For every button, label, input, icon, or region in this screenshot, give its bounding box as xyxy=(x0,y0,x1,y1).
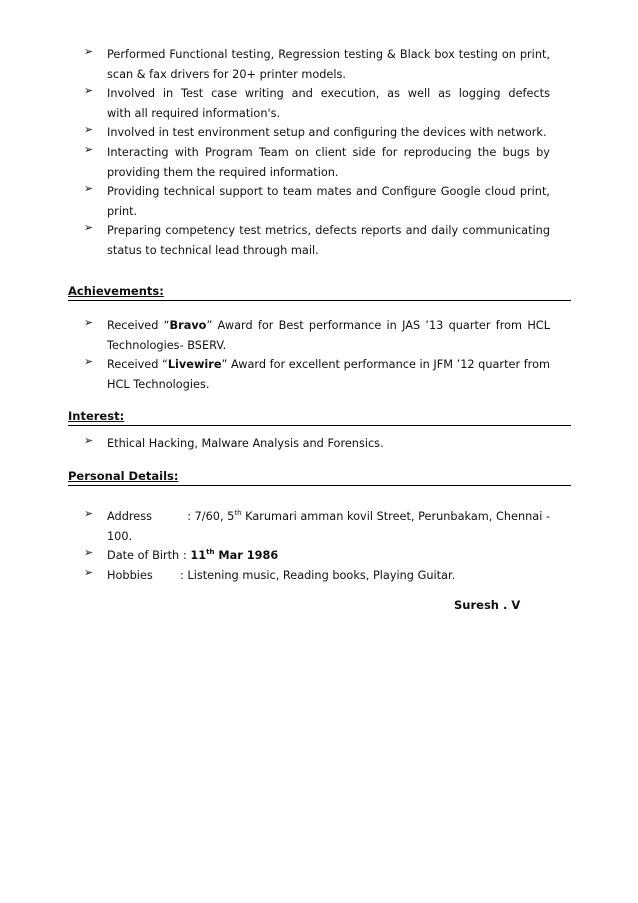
experience-item xyxy=(0,123,550,143)
personal-details-heading-text: Personal Details: xyxy=(68,469,179,483)
experience-line: Involved in test environment setup and configuring the devices with network. xyxy=(107,126,547,140)
bullet-arrow-icon: ➢ xyxy=(84,546,94,560)
achievement-item-livewire xyxy=(0,355,550,394)
bullet-arrow-icon: ➢ xyxy=(84,565,94,579)
dob-item xyxy=(0,546,550,566)
address-line-2: 100. xyxy=(107,529,133,543)
bullet-arrow-icon: ➢ xyxy=(84,221,94,235)
experience-item xyxy=(0,45,550,84)
achievement-line: HCL Technologies. xyxy=(107,377,210,391)
bullet-arrow-icon: ➢ xyxy=(84,434,94,447)
achievement-line: Technologies- BSERV. xyxy=(107,338,227,352)
personal-details-heading xyxy=(68,469,571,486)
interest-list xyxy=(0,434,638,454)
address-label: Address xyxy=(107,510,152,523)
experience-bullet-list xyxy=(0,45,638,261)
achievements-heading-text: Achievements: xyxy=(68,284,164,298)
bullet-arrow-icon: ➢ xyxy=(84,123,94,137)
achievement-line: Received “Bravo” Award for Best performance in JAS ’13 quarter from HCL xyxy=(107,319,550,332)
achievement-item-bravo xyxy=(0,316,550,355)
achievements-list xyxy=(0,316,638,394)
dob-label: Date of Birth xyxy=(107,549,180,563)
experience-line: print. xyxy=(107,204,138,218)
experience-item xyxy=(0,84,550,123)
bullet-arrow-icon: ➢ xyxy=(84,507,94,520)
experience-line: Performed Functional testing, Regression testing & Black box testing on print, xyxy=(107,48,550,61)
experience-item xyxy=(0,182,550,221)
experience-line: status to technical lead through mail. xyxy=(107,243,319,257)
experience-line: Preparing competency test metrics, defects reports and daily communicating xyxy=(107,224,550,238)
bullet-arrow-icon: ➢ xyxy=(84,355,94,369)
experience-line: Providing technical support to team mates and Configure Google cloud print, xyxy=(107,185,550,199)
bullet-arrow-icon: ➢ xyxy=(84,142,94,156)
dob-line: Date of Birth : 11th Mar 1986 xyxy=(107,546,550,566)
bullet-arrow-icon: ➢ xyxy=(84,316,94,329)
experience-line: Interacting with Program Team on client side for reproducing the bugs by xyxy=(107,145,550,159)
hobbies-label: Hobbies xyxy=(107,568,153,582)
experience-line: Involved in Test case writing and execution, as well as logging defects xyxy=(107,87,550,101)
experience-item xyxy=(0,221,550,260)
experience-line: providing them the required information. xyxy=(107,165,339,179)
hobbies-line: Hobbies : Listening music, Reading books, Playing Guitar. xyxy=(107,566,550,586)
address-item xyxy=(0,507,550,546)
interest-heading-text: Interest: xyxy=(68,409,125,423)
achievements-heading xyxy=(68,284,571,301)
interest-item xyxy=(0,434,550,454)
bullet-arrow-icon: ➢ xyxy=(84,84,94,98)
experience-item xyxy=(0,143,550,182)
address-line: Address : 7/60, 5th Karumari amman kovil Street, Perunbakam, Chennai - xyxy=(107,507,550,527)
interest-line: Ethical Hacking, Malware Analysis and Forensics. xyxy=(107,437,384,450)
achievement-line: Received “Livewire” Award for excellent performance in JFM ’12 quarter from xyxy=(107,358,550,372)
interest-heading xyxy=(68,409,571,426)
signature-name: Suresh . V xyxy=(454,598,521,612)
experience-line: with all required information's. xyxy=(107,106,281,120)
experience-line: scan & fax drivers for 20+ printer models. xyxy=(107,67,346,81)
hobbies-item xyxy=(0,566,550,586)
bullet-arrow-icon: ➢ xyxy=(84,182,94,196)
bullet-arrow-icon: ➢ xyxy=(84,45,94,58)
personal-details-list xyxy=(0,507,638,585)
